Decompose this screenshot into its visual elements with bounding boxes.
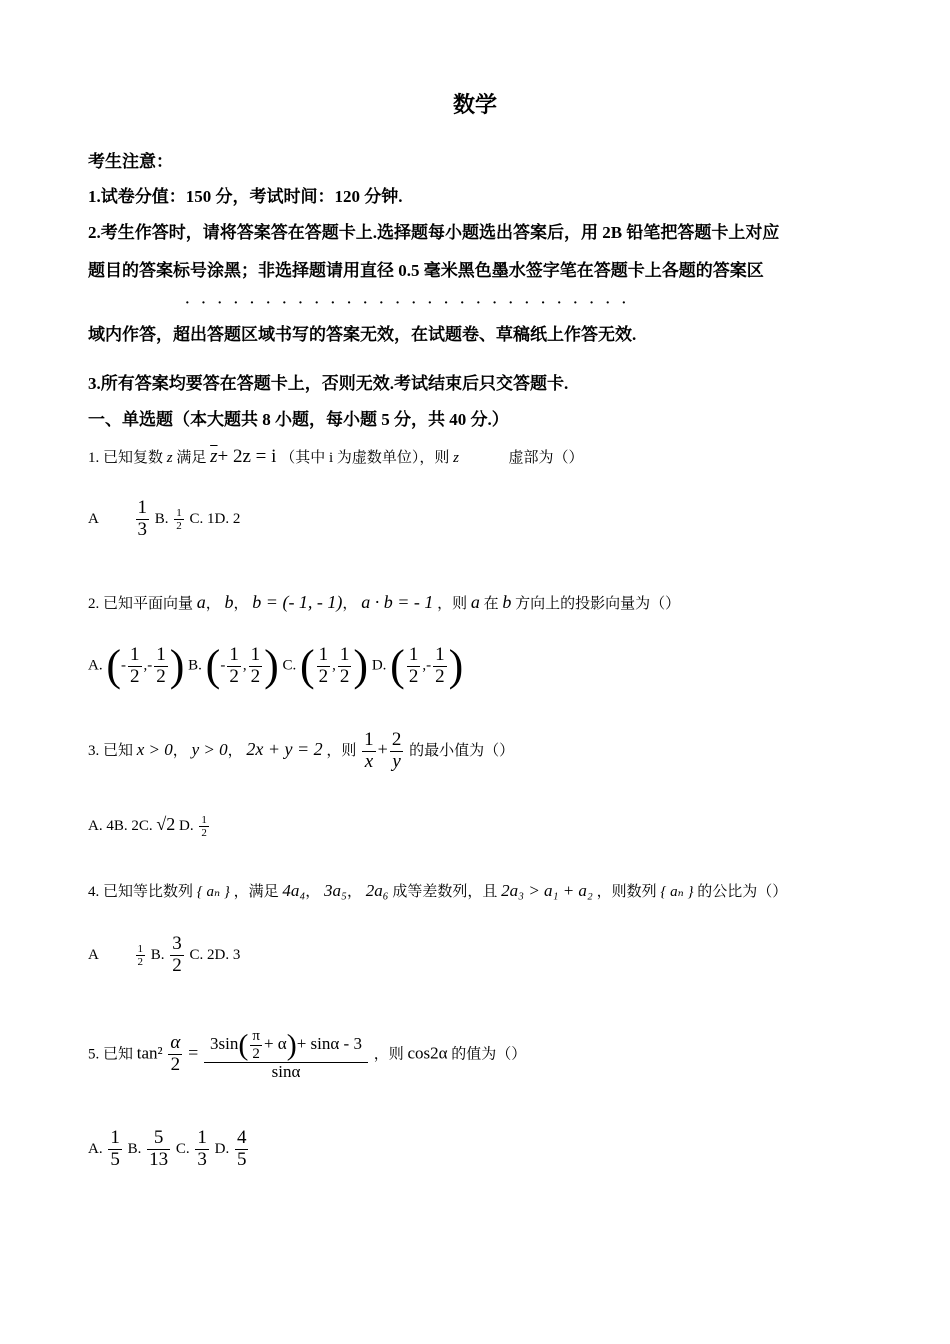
q4-text-4: ，则数列 xyxy=(596,884,657,900)
q3-condition-1: x > 0 xyxy=(136,739,173,759)
q4-text-2: ，满足 xyxy=(233,884,279,900)
q2-option-b-label: B. xyxy=(188,657,202,674)
notice-item-2-line-1: 2.考生作答时，请将答案答在答题卡上.选择题每小题选出答案后，用 2B 铅笔把答题卡上对应 xyxy=(88,223,780,242)
q4-option-a-fraction: $\frac{1}{2}$ xyxy=(137,942,144,968)
q5-option-a-fraction: $\frac{1}{5}$ xyxy=(110,1127,120,1170)
q3-options xyxy=(88,814,211,839)
q5-text-1: 5. 已知 xyxy=(88,1046,134,1063)
q2-a-frac-1: $\frac{1}{2}$ xyxy=(130,643,140,687)
q3-sqrt-2: √2 xyxy=(156,814,176,835)
q3-text-3: 的最小值为（） xyxy=(409,742,515,759)
q2-d-frac-2: $\frac{1}{2}$ xyxy=(435,643,445,687)
q4-inequality: 2a₃ > a₁ + a₂ xyxy=(501,881,593,900)
q5-option-c-label: C. xyxy=(175,1140,190,1157)
q5-option-b-fraction: $\frac{5}{13}$ xyxy=(149,1127,169,1170)
q2-text-3: 在 xyxy=(483,596,499,612)
q5-text-2: ，则 xyxy=(373,1046,404,1063)
q2-a-frac-2: $\frac{1}{2}$ xyxy=(156,643,166,687)
q2-text-4: 方向上的投影向量为（） xyxy=(515,596,681,612)
q2-vector-b: b xyxy=(224,592,234,612)
q2-text-2: ，则 xyxy=(437,596,468,612)
q3-option-d-fraction: $\frac{1}{2}$ xyxy=(201,814,207,840)
q4-term-2: 3a₅ xyxy=(324,881,347,900)
question-2: 2. 已知平面向量 a， b， b = (- 1, - 1)， a · b = - 1 ，则 a 在 b 方向上的投影向量为（） xyxy=(88,592,681,612)
q1-option-a-fraction: $\frac{1}{3}$ xyxy=(137,497,148,540)
notice-item-2-line-2: 题目的答案标号涂黑；非选择题请用直径 0.5 毫米黑色墨水签字笔在答题卡上各题的答案区 xyxy=(88,261,764,280)
q3-text-2: ，则 xyxy=(326,742,357,759)
q4-options-cd: C. 2D. 3 xyxy=(189,946,241,963)
question-1 xyxy=(88,446,583,468)
q2-vector-a2: a xyxy=(470,592,480,612)
notice-item-3: 3.所有答案均要答在答题卡上，否则无效.考试结束后只交答题卡. xyxy=(88,374,569,393)
notice-item-2-line-3: 域内作答，超出答题区域书写的答案无效，在试题卷、草稿纸上作答无效. xyxy=(88,325,637,344)
q2-option-c-label: C. xyxy=(282,657,297,674)
q4-text-5: 的公比为（） xyxy=(697,884,788,900)
q1-text-1: 1. 已知复数 xyxy=(88,450,164,466)
q1-equation: + 2z = i xyxy=(217,446,277,467)
q5-option-d-fraction: $\frac{4}{5}$ xyxy=(236,1127,247,1170)
q1-options-cd: C. 1D. 2 xyxy=(189,510,241,527)
notice-item-1: 1.试卷分值：150 分，考试时间：120 分钟. xyxy=(88,187,403,206)
q1-option-b-label: B. xyxy=(154,510,169,527)
q3-fraction-1: $\frac{1}{x}$ xyxy=(364,729,374,772)
q1-option-a-label: A xyxy=(88,510,99,527)
q3-text-1: 3. 已知 xyxy=(88,742,134,759)
q1-text-4: 虚部为（） xyxy=(508,450,584,466)
q2-options: A. (- $\frac{1}{2}$ ,- $\frac{1}{2}$ ) B. (- $\frac{1}{2}$ , $\frac{1}{2}$ ) C. ( $\frac{1}{2}$ , $\frac{1}{2}$ ) D. ( $\frac{1}{2}$ ,- $\frac{1}{2}$ ) xyxy=(88,641,464,690)
section-heading: 一、单选题（本大题共 8 小题，每小题 5 分，共 40 分.） xyxy=(88,410,509,429)
q4-text-3: 成等差数列，且 xyxy=(392,884,498,900)
q5-option-c-fraction: $\frac{1}{3}$ xyxy=(197,1127,207,1170)
question-4: 4. 已知等比数列 { aₙ } ，满足 4a₄， 3a₅， 2a₆ 成等差数列，且 2a₃ > a₁ + a₂ ，则数列 { aₙ } 的公比为（） xyxy=(88,881,788,900)
q5-tan-squared: tan² xyxy=(136,1043,163,1063)
question-3: 3. 已知 x > 0， y > 0， 2x + y = 2 ，则 $\frac{1}{x}$ + $\frac{2}{y}$ 的最小值为（） xyxy=(88,729,515,772)
q4-term-1: 4a₄ xyxy=(282,881,306,900)
notice-heading: 考生注意： xyxy=(88,152,173,171)
q1-var-z: z xyxy=(166,450,173,466)
q4-option-b-label: B. xyxy=(150,946,165,963)
q2-vector-a: a xyxy=(196,592,206,612)
question-5: 5. 已知 tan² $\frac{\alpha}{2}$ = 3sin( $\frac{\pi}{2}$ + α)+ sinα - 3 sinα ，则 cos2α 的值为（） xyxy=(88,1028,527,1081)
q1-z-conjugate: $\overline{z}$ xyxy=(210,446,218,467)
q2-option-a-label: A. xyxy=(88,657,103,674)
q5-main-fraction: 3sin( $\frac{\pi}{2}$ + α)+ sinα - 3 sinα xyxy=(204,1028,368,1082)
q5-options xyxy=(88,1128,250,1171)
q2-b-frac-2: $\frac{1}{2}$ xyxy=(250,643,261,687)
q2-c-frac-2: $\frac{1}{2}$ xyxy=(339,643,350,687)
q4-text-1: 4. 已知等比数列 xyxy=(88,884,194,900)
q1-text-3: （其中 i 为虚数单位），则 xyxy=(280,450,450,466)
q4-sequence-2: { aₙ } xyxy=(660,884,694,900)
q2-vector-b2: b xyxy=(502,592,512,612)
q5-option-d-label: D. xyxy=(214,1140,230,1157)
q5-option-b-label: B. xyxy=(127,1140,142,1157)
q2-b-value: b = (- 1, - 1) xyxy=(252,592,343,612)
q4-option-a-label: A xyxy=(88,946,99,963)
q3-condition-3: 2x + y = 2 xyxy=(246,738,323,759)
q1-text-2: 满足 xyxy=(176,450,207,466)
q2-dot-product: a · b = - 1 xyxy=(361,592,434,612)
q5-half-alpha: $\frac{\alpha}{2}$ xyxy=(170,1032,181,1076)
q1-options xyxy=(88,498,240,541)
q2-c-frac-1: $\frac{1}{2}$ xyxy=(318,643,329,687)
q2-d-frac-1: $\frac{1}{2}$ xyxy=(408,643,419,687)
q1-option-b-fraction: $\frac{1}{2}$ xyxy=(176,506,182,532)
q3-option-d-label: D. xyxy=(178,818,194,835)
q5-cos-2alpha: cos2α xyxy=(407,1043,448,1063)
q4-options xyxy=(88,934,240,977)
q2-b-frac-1: $\frac{1}{2}$ xyxy=(229,643,239,687)
q4-option-b-fraction: $\frac{3}{2}$ xyxy=(172,933,182,976)
page-title: 数学 xyxy=(452,92,497,117)
emphasis-dots: · · · · · · · · · · · · · · · · · · · · · · · · · · · · xyxy=(185,296,631,311)
q2-text-1: 2. 已知平面向量 xyxy=(88,596,194,612)
q3-condition-2: y > 0 xyxy=(191,739,228,759)
q4-sequence: { aₙ } xyxy=(196,884,230,900)
q5-text-3: 的值为（） xyxy=(451,1046,527,1063)
q2-option-d-label: D. xyxy=(371,657,387,674)
q3-options-abc: A. 4B. 2C. xyxy=(88,818,153,835)
q5-option-a-label: A. xyxy=(88,1140,103,1157)
q4-term-3: 2a₆ xyxy=(365,881,389,900)
q1-var-z2: z xyxy=(453,450,459,466)
q3-fraction-2: $\frac{2}{y}$ xyxy=(391,729,402,772)
